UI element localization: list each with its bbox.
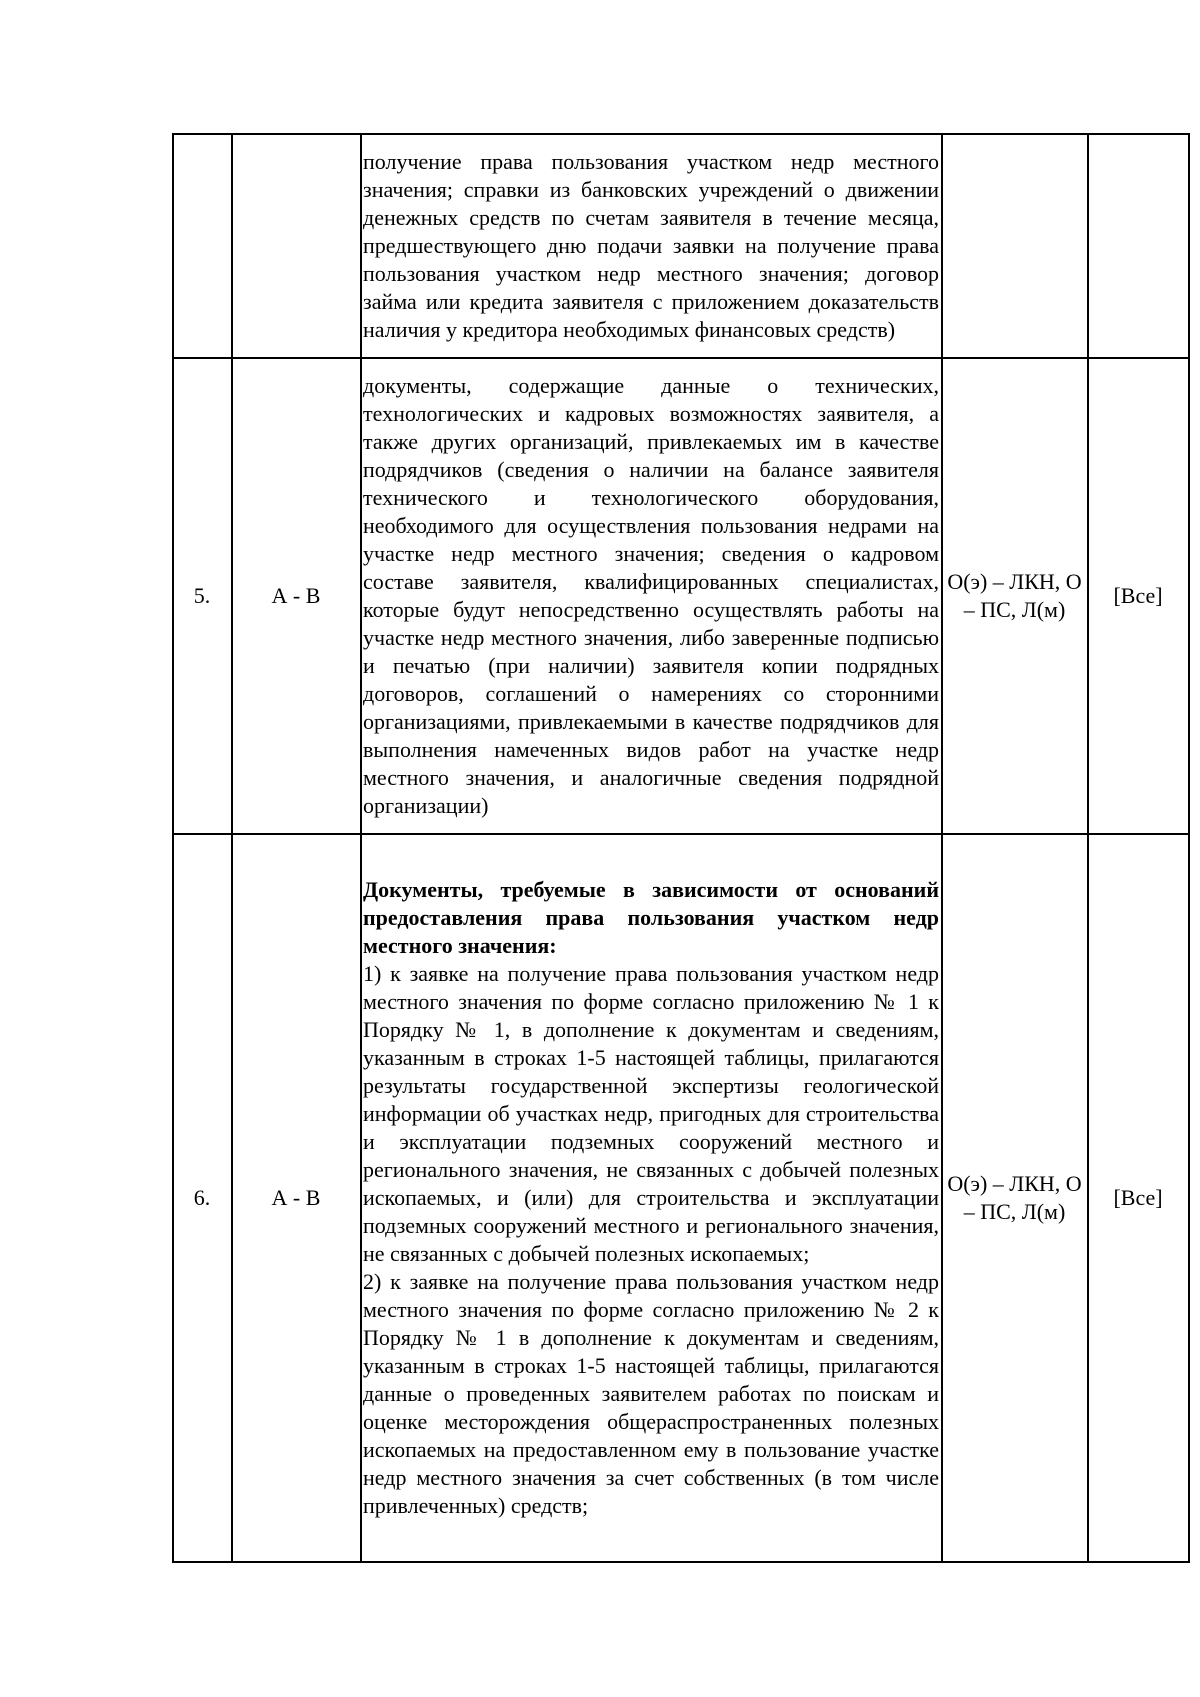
description-paragraph: документы, содержащие данные о технических, технологических и кадровых возможностях заявителя, а также других организаций, привлекаемых им в качестве подрядчиков (сведения о наличии на балансе заявителя технического и технологического оборудования, необходимого для осуществления пользования недрами на участке недр местного значения; сведения о кадровом составе заявителя, квалифицированных специалистах, которые будут непосредственно осуществлять работы на участке недр местного значения, либо заверенные подписью и печатью (при наличии) заявителя копии подрядных договоров, соглашений о намерениях со сторонними организациями, привлекаемыми в качестве подрядчиков для выполнения намеченных видов работ на участке недр местного значения, и аналогичные сведения подрядной организации) xyxy=(363,373,939,818)
row-form xyxy=(942,134,1088,358)
row-code xyxy=(232,134,361,358)
row-code: А - В xyxy=(232,358,361,834)
row-description xyxy=(361,834,942,1562)
table-row xyxy=(173,134,1189,358)
description-paragraph: 1) к заявке на получение права пользования участком недр местного значения по форме согласно приложению № 1 к Порядку № 1, в дополнение к документам и сведениям, указанным в строках 1-5 настоящей таблицы, прилагаются результаты государственной экспертизы геологической информации об участках недр, пригодных для строительства и эксплуатации подземных сооружений местного и регионального значения, не связанных с добычей полезных ископаемых, и (или) для строительства и эксплуатации подземных сооружений местного и регионального значения, не связанных с добычей полезных ископаемых; xyxy=(363,961,939,1266)
row-scope xyxy=(1088,134,1189,358)
row-description xyxy=(361,358,942,834)
row-number: 6. xyxy=(173,834,232,1562)
description-paragraph: получение права пользования участком недр местного значения; справки из банковских учреждений о движении денежных средств по счетам заявителя в течение месяца, предшествующего дню подачи заявки на получение права пользования участком недр местного значения; договор займа или кредита заявителя с приложением доказательств наличия у кредитора необходимых финансовых средств) xyxy=(363,149,939,342)
description-heading: Документы, требуемые в зависимости от оснований предоставления права пользования участком недр местного значения: xyxy=(363,877,939,958)
row-scope: [Все] xyxy=(1088,834,1189,1562)
requirements-table xyxy=(172,133,1190,1563)
row-code: А - В xyxy=(232,834,361,1562)
row-form: О(э) – ЛКН, О – ПС, Л(м) xyxy=(942,358,1088,834)
row-description xyxy=(361,134,942,358)
row-form: О(э) – ЛКН, О – ПС, Л(м) xyxy=(942,834,1088,1562)
description-paragraph: 2) к заявке на получение права пользования участком недр местного значения по форме согласно приложению № 2 к Порядку № 1 в дополнение к документам и сведениям, указанным в строках 1-5 настоящей таблицы, прилагаются данные о проведенных заявителем работах по поискам и оценке месторождения общераспространенных полезных ископаемых на предоставленном ему в пользование участке недр местного значения за счет собственных (в том числе привлеченных) средств; xyxy=(363,1269,939,1518)
row-scope: [Все] xyxy=(1088,358,1189,834)
table-row xyxy=(173,358,1189,834)
row-number: 5. xyxy=(173,358,232,834)
table-row xyxy=(173,834,1189,1562)
row-number xyxy=(173,134,232,358)
